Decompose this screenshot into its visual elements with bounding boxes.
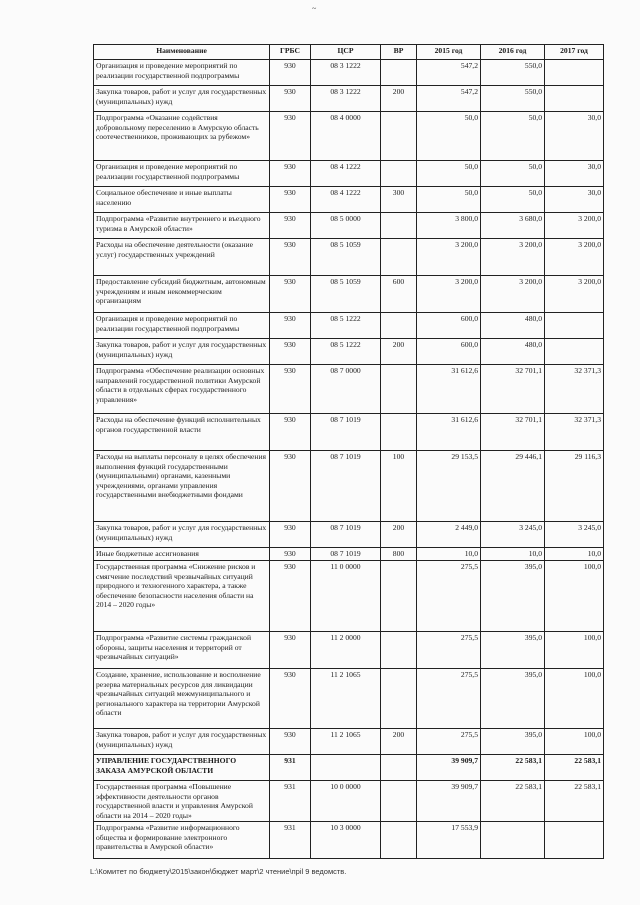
row-vr-cell: 300 xyxy=(381,187,417,213)
row-grbs-cell: 930 xyxy=(270,86,311,112)
row-vr-cell xyxy=(381,313,417,339)
row-name-cell: Расходы на обеспечение деятельности (оказание услуг) государственных учреждений xyxy=(94,239,270,276)
row-grbs-cell: 930 xyxy=(270,522,311,548)
row-2016-value: 22 583,1 xyxy=(481,781,545,822)
row-vr-cell xyxy=(381,755,417,781)
row-name-cell: Расходы на выплаты персоналу в целях обеспечения выполнения функций государственными (муниципальными) органами, казенными учреждениями, органами управления государственными внебюджетными фондами xyxy=(94,451,270,522)
header-vr: ВР xyxy=(381,45,417,60)
row-name-cell: Подпрограмма «Оказание содействия добровольному переселению в Амурскую область соотечественников, проживающих за рубежом» xyxy=(94,112,270,161)
row-2017-value: 30,0 xyxy=(545,187,604,213)
row-name-cell: Создание, хранение, использование и восполнение резерва материальных ресурсов для ликвидации чрезвычайных ситуаций межмуниципального и регионального характера на территории Амурской области xyxy=(94,669,270,729)
row-csr-cell: 11 2 1065 xyxy=(311,669,381,729)
row-2017-value xyxy=(545,339,604,365)
row-2015-value: 50,0 xyxy=(417,187,481,213)
row-2017-value: 100,0 xyxy=(545,632,604,669)
row-grbs-cell: 930 xyxy=(270,669,311,729)
row-name-cell: Закупка товаров, работ и услуг для государственных (муниципальных) нужд xyxy=(94,522,270,548)
row-csr-cell: 08 5 1059 xyxy=(311,276,381,313)
row-name-cell: Закупка товаров, работ и услуг для государственных (муниципальных) нужд xyxy=(94,339,270,365)
row-2015-value: 31 612,6 xyxy=(417,414,481,451)
row-2016-value: 32 701,1 xyxy=(481,414,545,451)
row-2016-value: 550,0 xyxy=(481,86,545,112)
row-2017-value xyxy=(545,822,604,859)
row-2015-value: 547,2 xyxy=(417,86,481,112)
row-2016-value xyxy=(481,822,545,859)
table-row xyxy=(94,755,604,781)
row-2017-value: 3 245,0 xyxy=(545,522,604,548)
row-2015-value: 275,5 xyxy=(417,632,481,669)
row-grbs-cell: 931 xyxy=(270,755,311,781)
row-2016-value: 395,0 xyxy=(481,561,545,632)
table-row xyxy=(94,187,604,213)
row-2016-value: 550,0 xyxy=(481,60,545,86)
row-vr-cell xyxy=(381,239,417,276)
row-2015-value: 3 800,0 xyxy=(417,213,481,239)
table-row xyxy=(94,239,604,276)
table-row xyxy=(94,313,604,339)
row-grbs-cell: 931 xyxy=(270,781,311,822)
row-2017-value: 32 371,3 xyxy=(545,414,604,451)
row-2017-value: 29 116,3 xyxy=(545,451,604,522)
row-2017-value: 100,0 xyxy=(545,729,604,755)
row-name-cell: Организация и проведение мероприятий по реализации государственной подпрограммы xyxy=(94,60,270,86)
row-2017-value: 3 200,0 xyxy=(545,213,604,239)
row-csr-cell: 08 3 1222 xyxy=(311,86,381,112)
row-2015-value: 275,5 xyxy=(417,729,481,755)
row-2015-value: 3 200,0 xyxy=(417,276,481,313)
row-vr-cell xyxy=(381,161,417,187)
row-2016-value: 3 680,0 xyxy=(481,213,545,239)
row-name-cell: Организация и проведение мероприятий по реализации государственной подпрограммы xyxy=(94,161,270,187)
table-row xyxy=(94,451,604,522)
table-row xyxy=(94,822,604,859)
row-2017-value: 3 200,0 xyxy=(545,239,604,276)
row-2015-value: 50,0 xyxy=(417,161,481,187)
row-grbs-cell: 930 xyxy=(270,187,311,213)
file-path-footer: L:\Комитет по бюджету\2015\закон\бюджет март\2 чтение\прil 9 ведомств. xyxy=(90,867,347,876)
table-row xyxy=(94,213,604,239)
row-grbs-cell: 930 xyxy=(270,339,311,365)
row-grbs-cell: 930 xyxy=(270,112,311,161)
row-2017-value: 3 200,0 xyxy=(545,276,604,313)
row-csr-cell: 08 4 1222 xyxy=(311,187,381,213)
row-2017-value: 32 371,3 xyxy=(545,365,604,414)
table-row xyxy=(94,729,604,755)
row-vr-cell xyxy=(381,414,417,451)
table-row xyxy=(94,365,604,414)
row-2016-value: 3 245,0 xyxy=(481,522,545,548)
row-2015-value: 10,0 xyxy=(417,548,481,561)
row-2015-value: 275,5 xyxy=(417,669,481,729)
row-grbs-cell: 930 xyxy=(270,161,311,187)
row-2016-value: 395,0 xyxy=(481,669,545,729)
header-csr: ЦСР xyxy=(311,45,381,60)
row-name-cell: Государственная программа «Снижение рисков и смягчение последствий чрезвычайных ситуаций природного и техногенного характера, а также обеспечение безопасности населения области на 2014 – 2020 годы» xyxy=(94,561,270,632)
row-vr-cell xyxy=(381,781,417,822)
row-2016-value: 3 200,0 xyxy=(481,239,545,276)
row-name-cell: Закупка товаров, работ и услуг для государственных (муниципальных) нужд xyxy=(94,729,270,755)
table-row xyxy=(94,86,604,112)
row-grbs-cell: 930 xyxy=(270,561,311,632)
row-name-cell: Организация и проведение мероприятий по реализации государственной подпрограммы xyxy=(94,313,270,339)
row-2017-value xyxy=(545,60,604,86)
row-2015-value: 2 449,0 xyxy=(417,522,481,548)
row-2016-value: 32 701,1 xyxy=(481,365,545,414)
table-row xyxy=(94,781,604,822)
row-csr-cell: 11 2 0000 xyxy=(311,632,381,669)
row-grbs-cell: 930 xyxy=(270,313,311,339)
row-csr-cell: 08 7 1019 xyxy=(311,451,381,522)
row-name-cell: Социальное обеспечение и иные выплаты населению xyxy=(94,187,270,213)
row-csr-cell xyxy=(311,755,381,781)
row-2017-value: 100,0 xyxy=(545,669,604,729)
row-csr-cell: 08 4 0000 xyxy=(311,112,381,161)
row-name-cell: Иные бюджетные ассигнования xyxy=(94,548,270,561)
row-grbs-cell: 930 xyxy=(270,548,311,561)
row-vr-cell xyxy=(381,60,417,86)
budget-allocation-table xyxy=(93,44,604,859)
row-name-cell: Подпрограмма «Развитие информационного общества и формирование электронного правительства в Амурской области» xyxy=(94,822,270,859)
row-2017-value xyxy=(545,313,604,339)
row-grbs-cell: 930 xyxy=(270,213,311,239)
row-2017-value: 22 583,1 xyxy=(545,781,604,822)
row-csr-cell: 08 5 0000 xyxy=(311,213,381,239)
row-vr-cell: 200 xyxy=(381,86,417,112)
row-name-cell: Расходы на обеспечение функций исполнительных органов государственной власти xyxy=(94,414,270,451)
row-2017-value: 30,0 xyxy=(545,112,604,161)
row-2017-value: 100,0 xyxy=(545,561,604,632)
row-2016-value: 10,0 xyxy=(481,548,545,561)
row-csr-cell: 08 4 1222 xyxy=(311,161,381,187)
row-2016-value: 480,0 xyxy=(481,313,545,339)
header-year-2017: 2017 год xyxy=(545,45,604,60)
row-2016-value: 395,0 xyxy=(481,632,545,669)
row-2016-value: 50,0 xyxy=(481,187,545,213)
row-grbs-cell: 930 xyxy=(270,451,311,522)
header-name: Наименование xyxy=(94,45,270,60)
row-csr-cell: 08 5 1059 xyxy=(311,239,381,276)
header-year-2015: 2015 год xyxy=(417,45,481,60)
row-grbs-cell: 930 xyxy=(270,276,311,313)
row-vr-cell xyxy=(381,112,417,161)
row-2015-value: 3 200,0 xyxy=(417,239,481,276)
row-2015-value: 29 153,5 xyxy=(417,451,481,522)
row-2016-value: 50,0 xyxy=(481,112,545,161)
row-name-cell: Закупка товаров, работ и услуг для государственных (муниципальных) нужд xyxy=(94,86,270,112)
table-row xyxy=(94,669,604,729)
table-row xyxy=(94,161,604,187)
row-csr-cell: 08 5 1222 xyxy=(311,313,381,339)
row-csr-cell: 08 5 1222 xyxy=(311,339,381,365)
row-2015-value: 600,0 xyxy=(417,339,481,365)
row-2015-value: 39 909,7 xyxy=(417,755,481,781)
row-vr-cell: 200 xyxy=(381,339,417,365)
row-2015-value: 31 612,6 xyxy=(417,365,481,414)
row-2017-value: 10,0 xyxy=(545,548,604,561)
row-csr-cell: 11 2 1065 xyxy=(311,729,381,755)
header-year-2016: 2016 год xyxy=(481,45,545,60)
row-grbs-cell: 930 xyxy=(270,365,311,414)
table-row xyxy=(94,414,604,451)
row-2015-value: 275,5 xyxy=(417,561,481,632)
row-name-cell: Подпрограмма «Обеспечение реализации основных направлений государственной политики Амурской области в отдельных сферах государственного управления» xyxy=(94,365,270,414)
row-grbs-cell: 930 xyxy=(270,729,311,755)
page-top-mark: ~ xyxy=(312,4,317,13)
row-2016-value: 395,0 xyxy=(481,729,545,755)
row-name-cell: Подпрограмма «Развитие внутреннего и въездного туризма в Амурской области» xyxy=(94,213,270,239)
row-grbs-cell: 930 xyxy=(270,239,311,276)
table-row xyxy=(94,632,604,669)
row-vr-cell: 100 xyxy=(381,451,417,522)
row-2015-value: 547,2 xyxy=(417,60,481,86)
row-name-cell: УПРАВЛЕНИЕ ГОСУДАРСТВЕННОГО ЗАКАЗА АМУРСКОЙ ОБЛАСТИ xyxy=(94,755,270,781)
table-row xyxy=(94,548,604,561)
row-csr-cell: 10 0 0000 xyxy=(311,781,381,822)
row-vr-cell xyxy=(381,632,417,669)
table-row xyxy=(94,561,604,632)
row-csr-cell: 08 7 0000 xyxy=(311,365,381,414)
row-csr-cell: 11 0 0000 xyxy=(311,561,381,632)
table-row xyxy=(94,276,604,313)
row-2017-value xyxy=(545,86,604,112)
row-vr-cell: 200 xyxy=(381,522,417,548)
table-row xyxy=(94,522,604,548)
row-name-cell: Предоставление субсидий бюджетным, автономным учреждениям и иным некоммерческим организациям xyxy=(94,276,270,313)
row-csr-cell: 08 7 1019 xyxy=(311,414,381,451)
row-2016-value: 29 446,1 xyxy=(481,451,545,522)
row-2016-value: 3 200,0 xyxy=(481,276,545,313)
row-vr-cell xyxy=(381,561,417,632)
row-2015-value: 17 553,9 xyxy=(417,822,481,859)
table-row xyxy=(94,339,604,365)
row-vr-cell xyxy=(381,822,417,859)
row-2015-value: 600,0 xyxy=(417,313,481,339)
table-row xyxy=(94,60,604,86)
row-vr-cell: 200 xyxy=(381,729,417,755)
row-name-cell: Подпрограмма «Развитие системы гражданской обороны, защиты населения и территорий от чрезвычайных ситуаций» xyxy=(94,632,270,669)
row-name-cell: Государственная программа «Повышение эффективности деятельности органов государственной власти и управления Амурской области на 2014 – 2020 годы» xyxy=(94,781,270,822)
row-csr-cell: 08 7 1019 xyxy=(311,548,381,561)
row-vr-cell xyxy=(381,365,417,414)
row-csr-cell: 08 7 1019 xyxy=(311,522,381,548)
row-2015-value: 50,0 xyxy=(417,112,481,161)
header-grbs: ГРБС xyxy=(270,45,311,60)
table-row xyxy=(94,112,604,161)
row-vr-cell: 800 xyxy=(381,548,417,561)
row-2017-value: 30,0 xyxy=(545,161,604,187)
row-2016-value: 50,0 xyxy=(481,161,545,187)
row-grbs-cell: 931 xyxy=(270,822,311,859)
table-header-row xyxy=(94,45,604,60)
row-2015-value: 39 909,7 xyxy=(417,781,481,822)
row-vr-cell xyxy=(381,213,417,239)
row-2016-value: 480,0 xyxy=(481,339,545,365)
row-grbs-cell: 930 xyxy=(270,632,311,669)
row-vr-cell xyxy=(381,669,417,729)
row-csr-cell: 10 3 0000 xyxy=(311,822,381,859)
row-vr-cell: 600 xyxy=(381,276,417,313)
row-csr-cell: 08 3 1222 xyxy=(311,60,381,86)
row-grbs-cell: 930 xyxy=(270,60,311,86)
row-2016-value: 22 583,1 xyxy=(481,755,545,781)
row-2017-value: 22 583,1 xyxy=(545,755,604,781)
row-grbs-cell: 930 xyxy=(270,414,311,451)
